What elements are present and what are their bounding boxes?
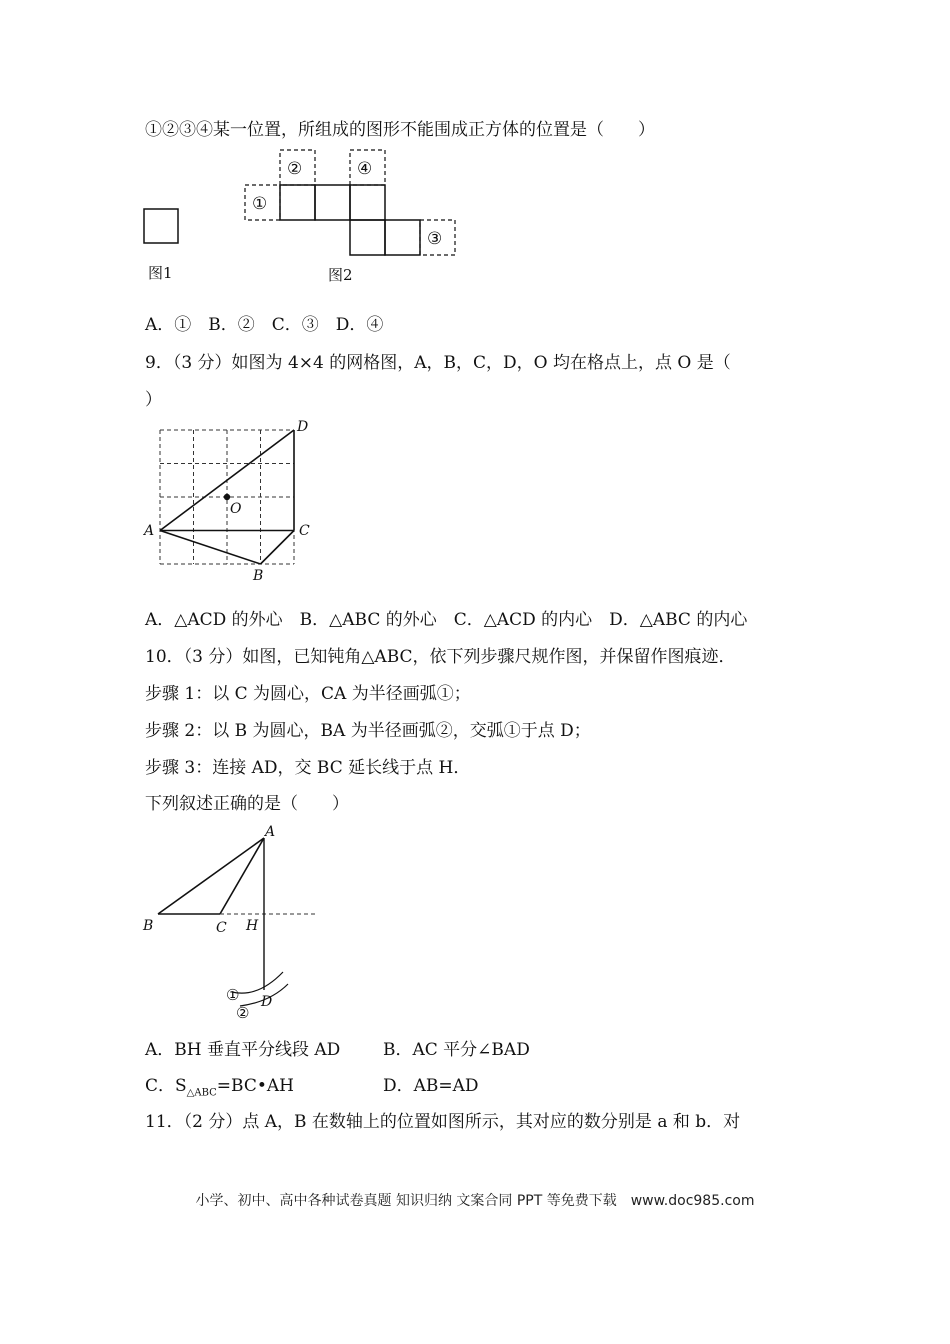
label-a: A: [265, 824, 276, 840]
q10-option-d: D．AB=AD: [383, 1076, 479, 1096]
q10-option-c-sub: △ABC: [186, 1087, 217, 1099]
label-arc1: ①: [226, 986, 240, 1004]
q10-option-c: [145, 1074, 294, 1105]
q9-stem-line2: ）: [145, 390, 162, 410]
q11-stem: 11．（2 分）点 A，B 在数轴上的位置如图所示，其对应的数分别是 a 和 b．对: [145, 1112, 741, 1132]
q9-grid-figure: [140, 418, 330, 588]
q10-step3: 步骤 3：连接 AD，交 BC 延长线于点 H．: [145, 758, 471, 778]
slot-2-label: ②: [287, 159, 303, 179]
label-b: B: [253, 568, 264, 584]
slot-1-label: ①: [252, 194, 268, 214]
label-c: C: [299, 523, 310, 539]
arc-1: [232, 972, 283, 993]
label-o: O: [230, 501, 242, 517]
q10-step1: 步骤 1：以 C 为圆心，CA 为半径画弧①；: [145, 684, 471, 704]
fig1-square: [144, 209, 178, 243]
q10-stem: 10．（3 分）如图，已知钝角△ABC，依下列步骤尺规作图，并保留作图痕迹．: [145, 647, 736, 667]
q10-ask: 下列叙述正确的是（ ）: [145, 794, 349, 814]
q8-stem: ①②③④某一位置，所组成的图形不能围成正方体的位置是（ ）: [145, 120, 655, 140]
label-d: D: [297, 419, 309, 435]
q10-option-c-pre: C．S: [145, 1076, 187, 1096]
triangle-abc: [158, 838, 264, 914]
q10-option-b: B．AC 平分∠BAD: [383, 1040, 530, 1060]
q10-option-a: A．BH 垂直平分线段 AD: [145, 1040, 341, 1060]
point-o: [224, 494, 230, 500]
label-c: C: [216, 920, 227, 936]
q10-step2: 步骤 2：以 B 为圆心，BA 为半径画弧②，交弧①于点 D；: [145, 721, 591, 741]
slot-4-label: ④: [357, 159, 373, 179]
q8-options: A．① B．② C．③ D．④: [145, 315, 384, 335]
page-footer: 小学、初中、高中各种试卷真题 知识归纳 文案合同 PPT 等免费下载 www.doc985.com: [195, 1193, 755, 1209]
label-h: H: [246, 918, 259, 934]
q10-option-c-post: =BC•AH: [216, 1076, 294, 1096]
fig1-label: 图1: [148, 264, 173, 282]
q8-figure: [140, 148, 470, 288]
q9-stem-line1: 9．（3 分）如图为 4×4 的网格图，A，B，C，D，O 均在格点上，点 O 是（: [145, 353, 731, 373]
fig2-label: 图2: [328, 266, 353, 284]
label-d: D: [261, 994, 273, 1010]
label-a: A: [144, 523, 155, 539]
fig2-solid-squares: [280, 185, 420, 255]
q10-figure: [140, 822, 330, 1022]
slot-3-label: ③: [427, 229, 443, 249]
q9-options: A．△ACD 的外心 B．△ABC 的外心 C．△ACD 的内心 D．△ABC 的内心: [145, 610, 748, 630]
label-arc2: ②: [236, 1004, 250, 1022]
label-b: B: [143, 918, 154, 934]
